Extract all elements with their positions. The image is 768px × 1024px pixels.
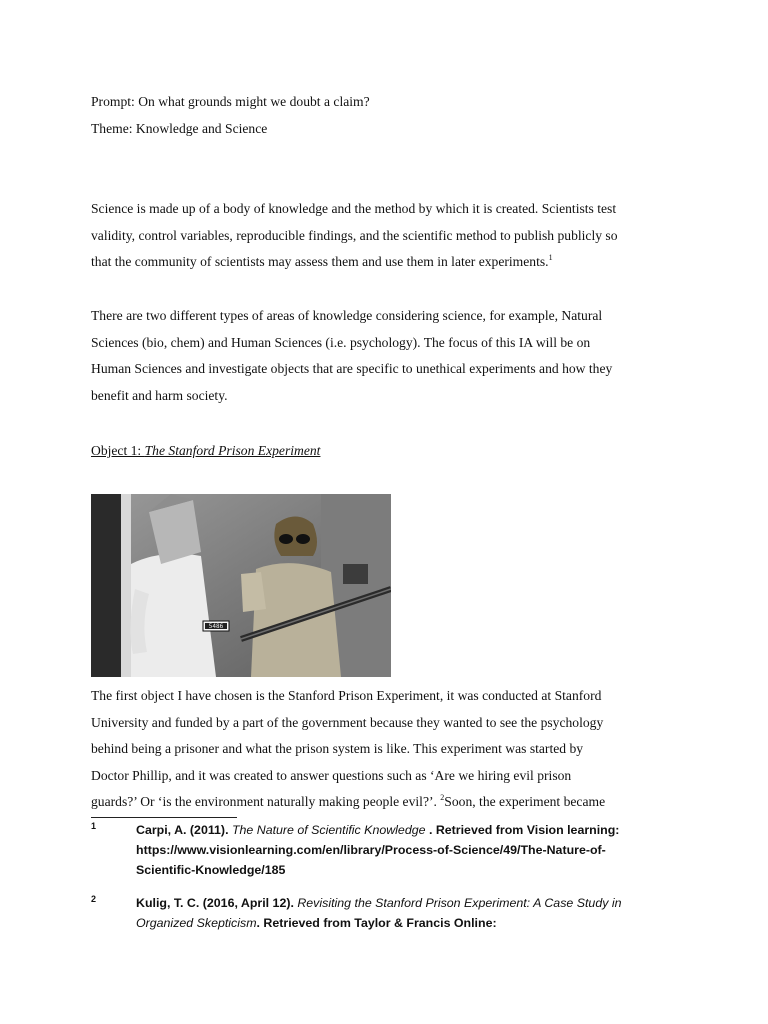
footnote-line [136,820,619,840]
paragraph-line: Science is made up of a body of knowledge and the method by which it is created. Scientists test [91,201,617,216]
footnote-separator [91,817,237,818]
prompt-line: Prompt: On what grounds might we doubt a claim? [91,94,370,109]
footnote-url-line[interactable]: https://www.visionlearning.com/en/library/Process-of-Science/49/The-Nature-of- [136,843,606,857]
paragraph-line [91,789,681,816]
paragraph-line: University and funded by a part of the government because they wanted to see the psychology [91,714,604,730]
stanford-prison-experiment-photo [91,494,391,677]
footnote-title: The Nature of Scientific Knowledge [231,823,426,837]
prisoner-number-label: 5486 [208,623,224,630]
paragraph-line: Human Sciences and investigate objects that are specific to unethical experiments and how they [91,361,613,377]
paragraph-line: validity, control variables, reproducible findings, and the scientific method to publish publicly so [91,227,618,243]
paragraph-object-description [91,683,681,816]
footnote-title: Organized Skepticism [136,916,257,930]
paragraph-line-text: guards?’ Or ‘is the environment naturally making people evil?’. [91,794,441,810]
object-heading-prefix: Object 1: [91,443,145,458]
paragraph-line: The first object I have chosen is the Stanford Prison Experiment, it was conducted at Stanford [91,688,602,703]
object-heading-title: The Stanford Prison Experiment [144,443,321,458]
object-heading [91,443,320,459]
footnote-line [136,913,497,933]
paragraph-line: Doctor Phillip, and it was created to answer questions such as ‘Are we hiring evil prison [91,767,572,783]
footnote-reference-1[interactable]: 1 [548,253,553,263]
paragraph-line-text: that the community of scientists may assess them and use them in later experiments. [91,254,549,270]
footnote-reference-2[interactable]: 2 [440,793,445,803]
footnote-text: Kulig, T. C. (2016, April 12). [136,896,298,910]
paragraph-line: benefit and harm society. [91,387,228,403]
footnote-text: . Retrieved from Vision learning: [425,823,620,837]
footnote-line [136,893,622,913]
footnote-mark: 1 [91,821,97,831]
paragraph-areas-of-knowledge [91,303,681,409]
footnote-title: Revisiting the Stanford Prison Experiment: A Case Study in [297,896,622,910]
paragraph-line: There are two different types of areas of knowledge considering science, for example, Natural [91,308,603,323]
paragraph-science-definition [91,196,681,276]
paragraph-line [91,249,681,276]
paragraph-line-text: Soon, the experiment became [444,794,606,810]
footnote-url-line[interactable]: Scientific-Knowledge/185 [136,863,286,877]
theme-line: Theme: Knowledge and Science [91,121,268,136]
paragraph-line: Sciences (bio, chem) and Human Sciences (i.e. psychology). The focus of this IA will be on [91,334,591,350]
paragraph-line: behind being a prisoner and what the prison system is like. This experiment was started by [91,741,584,757]
photo-illustration [91,494,391,677]
footnote-text: Carpi, A. (2011). [136,823,232,837]
footnote-text: . Retrieved from Taylor & Francis Online: [256,916,497,930]
footnote-mark: 2 [91,894,97,904]
